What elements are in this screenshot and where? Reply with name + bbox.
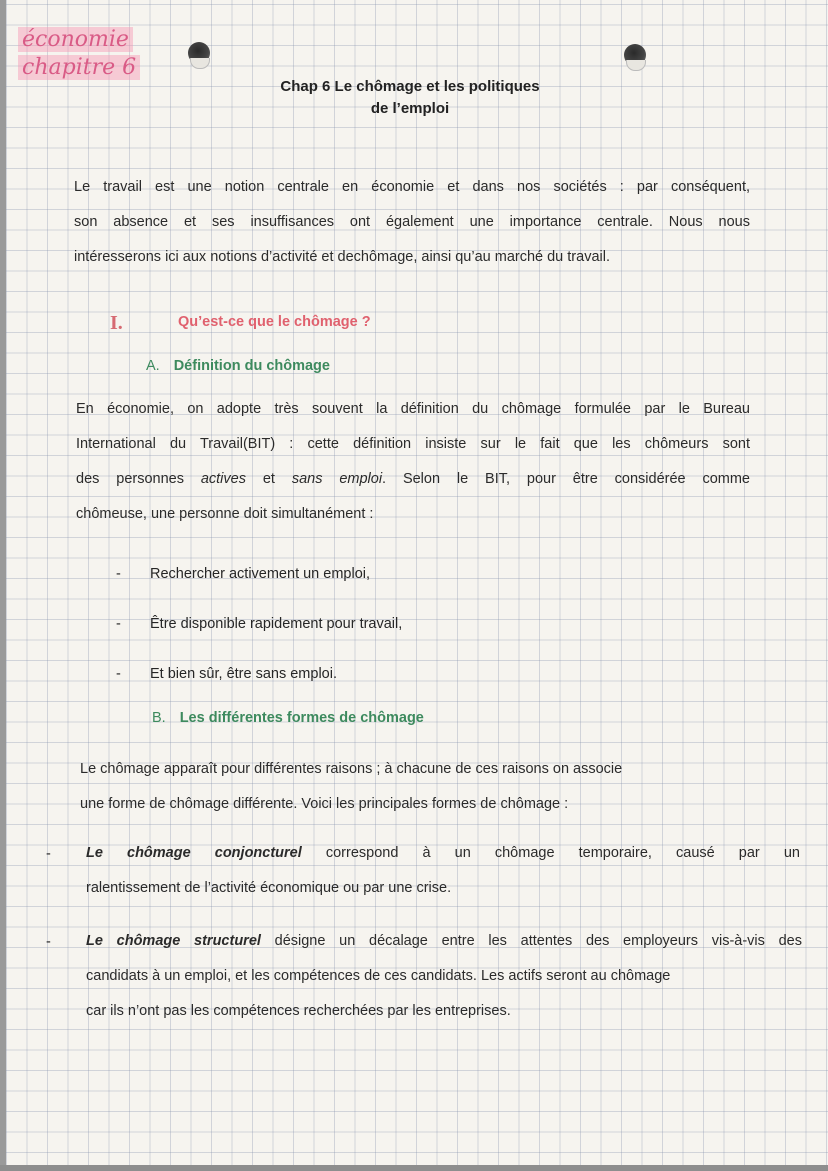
subsection-a-heading: A. Définition du chômage (146, 358, 330, 374)
criteria-item-1: - Rechercher activement un emploi, (116, 566, 371, 582)
subsection-b-heading: B. Les différentes formes de chômage (152, 710, 424, 726)
title-line-2: de l’emploi (370, 100, 450, 117)
forms-intro-paragraph: Le chômage apparaît pour différentes raisons ; à chacune de ces raisons on associe une forme de chômage différente. Voici les principales formes de chômage : (80, 761, 623, 812)
punch-hole-right (624, 44, 646, 66)
definition-paragraph: En économie, on adopte très souvent la définition du chômage formulée par le Bureau International du Travail(BIT) : cette définition insiste sur le fait que les chômeurs sont des personnes actives et sans emploi. Selon le BIT, pour être considérée comme chômeuse, une personne doit simultanément : (76, 401, 750, 522)
intro-paragraph: Le travail est une notion centrale en économie et dans nos sociétés : par conséquent, son absence et ses insuffisances ont également une importance centrale. Nous nous intéresserons ici aux notions d’activité et dechômage, ainsi qu’au marché du travail. (74, 179, 750, 265)
criteria-item-2: - Être disponible rapidement pour travail, (116, 616, 403, 632)
margin-note-chapter: chapitre 6 (18, 56, 140, 80)
margin-note-subject: économie (18, 28, 133, 52)
structural-unemployment-item: Le chômage structurel désigne un décalage entre les attentes des employeurs vis-à-vis des candidats à un emploi, et les compétences de ces candidats. Les actifs seront au chômage car ils n’ont pas les compétences recherchées par les entreprises. (86, 933, 803, 1019)
section-1-heading: I. Qu’est-ce que le chômage ? (110, 312, 371, 334)
page-bottom-edge (0, 1165, 828, 1171)
conjunctural-unemployment-item: Le chômage conjoncturel correspond à un chômage temporaire, causé par un ralentissement de l’activité économique ou par une crise. (86, 845, 800, 896)
struct-dash: - (46, 934, 51, 950)
page-title (190, 76, 630, 120)
title-line-1: Chap 6 Le chômage et les politiques (280, 78, 540, 95)
page-left-edge (0, 0, 6, 1171)
conj-dash: - (46, 846, 51, 862)
criteria-item-3: - Et bien sûr, être sans emploi. (116, 666, 337, 682)
punch-hole-left (188, 42, 210, 64)
